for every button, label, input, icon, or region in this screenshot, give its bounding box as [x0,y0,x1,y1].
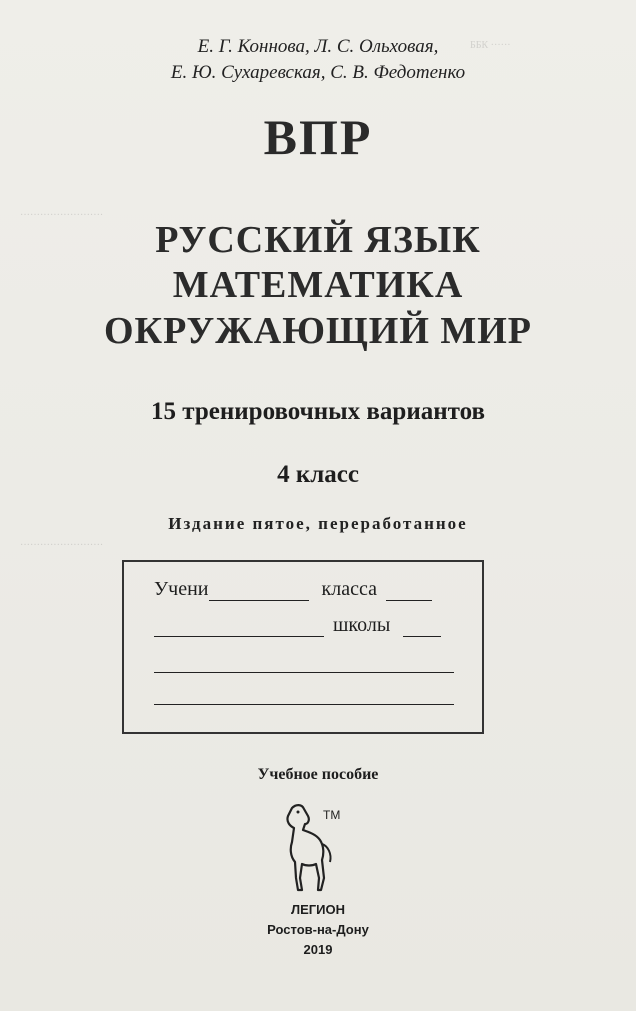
publisher-name: ЛЕГИОН [290,902,345,917]
authors-line-1: Е. Г. Коннова, Л. С. Ольховая, [197,36,439,57]
student-label: Учени [154,578,209,600]
owner-form-box [122,560,484,734]
bleed-through-text: ························· [20,210,104,221]
subject-math: МАТЕМАТИКА [172,264,464,306]
publication-year: 2019 [303,942,333,957]
edition-note: Издание пятое, переработанное [168,514,468,533]
school-line [403,616,441,637]
bleed-through-text: ························· [20,540,104,551]
student-name-line [209,580,309,601]
school-number-line [154,616,324,637]
blank-row-2 [154,682,512,705]
trademark-mark: ТМ [323,808,341,822]
blank-row-1 [154,650,512,673]
publisher-city: Ростов-на-Дону [267,922,369,937]
class-label: класса [321,578,377,600]
manual-type: Учебное пособие [257,766,379,783]
school-label: школы [333,614,391,636]
grade-level: 4 класс [277,461,359,488]
authors-line-2: Е. Ю. Сухаревская, С. В. Федотенко [170,62,466,83]
student-row [154,578,512,601]
school-row [154,614,512,637]
subject-russian: РУССКИЙ ЯЗЫК [155,219,481,261]
variants-count: 15 тренировочных вариантов [151,398,485,425]
blank-line [154,684,454,705]
class-line [386,580,432,601]
blank-line [154,652,454,673]
bleed-through-text: ББК ······ [470,40,511,51]
book-title: ВПР [263,109,373,165]
subject-world: ОКРУЖАЮЩИЙ МИР [103,310,533,352]
